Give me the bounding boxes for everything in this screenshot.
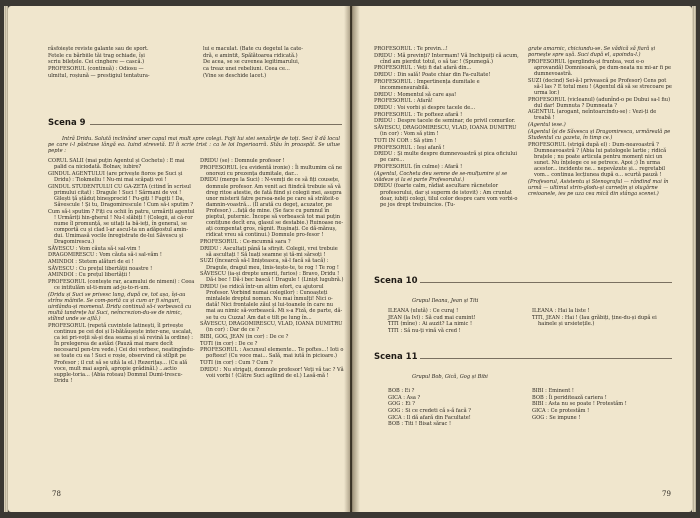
text-line: De acea, se se cuvenea legitimarului, [203,59,300,66]
dialogue-line: PROFESORUL : Veți fi dat afară din... [374,65,472,72]
dialogue-line: PROFESORUL (vicleanul) (adunînd-o pe Dubui sa-l fiu) dul dar! Dumnuta ? Dumneata ? [528,96,671,109]
dialogue-line: SĂVESCU : Cu prețul libertății noastre ! [48,265,153,272]
dialogue-line: GOG : Se impune ! [532,414,581,421]
stage-direction: grate amarnic, chiciundu-se. Se vădică să fiară și pornește spre ușă. Suci după el, apoindu-l.) [528,46,656,59]
page-number: 78 [52,490,61,498]
dialogue-line: PROFESORUL (repetă cuvintele latinești, îl privește continuu pe cei doi și li-bătăușește inter-une, uscalat, ca iei pri-voții să-și dea seama și să revină la ordine) : În prelegerea de astăzi (Pauză mai mare decît necesarul pen-tru vede.) Cei doi vorbesc, neatingîndu-se toate cu ea ! Suci e roșie, observind că stîlpit pe Profesor ; il cut să se uită la el.) Rezerițaș... (Cu ală voce, mult mai aspră, apropie grădinăl.) ...actio supple-toria... (Abia roteau) Domnul Dumi-trescu-Dridu ! [48,322,195,384]
dialogue-line: GICA : Ce protestăm ! [532,408,590,415]
dialogue-line: AGENTUL (arogant, neîntoarcindu-se) : Vezi-ți de treabă ! [528,109,657,122]
book-gutter [344,6,360,512]
dialogue-line: DRAGOMIRESCU : Vom căuta să-i sal-văm ! [48,252,162,259]
scene-rule [90,124,342,125]
left-page [8,6,350,512]
dialogue-line: ILEANA (ulută) : Ce curaj ! [388,308,459,314]
right-column-b [528,46,674,198]
dialogue-line: JEAN (la Ivl) : Să cud mai cumint! [388,314,476,321]
dialogue-line: PROFESORUL (cu evidentă ironie) : Îi multumim că ne onorezi cu prezența dumitale, dar... [200,164,343,177]
dialogue-line: SUZI (decind) Sei-ă-l privească pe Profesor) Cens pot să-l las ? E totul meu ! (Agentul dă să se strecoare pe urma lor.) [528,77,672,96]
dialogue-line: PROFESORUL (strigă după el) : Dum-neavoastră ? Dumneavoastră ? (Abia lui patologele lartie ; ridică brațele ; nu poate articula pentru moment nici un sunet. Nu înțelege ce se petrece. Apoi ;) În urma acestor... incidente ne... nepevăzute și... regretabil vom... continua lecțiunea după o... scurtă pauză ! [528,141,667,179]
dialogue-line: TITI (mîne) : Ai auzit? La nimic ! [388,321,473,328]
scene-11-intro: Grupul Bob, Gică, Gog și Bibi [412,374,488,380]
dialogue-line: DRIDU : Din sală! Poate chiar din Fa-cultate! [374,72,491,79]
text-line: (Vine se deschide lacet.) [203,72,267,79]
dialogue-line: PROFESORUL : Te previn...! [374,46,448,52]
text-line: lui e maculat. (Bate cu degetul la cate- [203,46,304,52]
dialogue-line: TITI : Să nu-ți vină vă cred ! [388,328,461,335]
scene-rule [420,358,672,359]
scene-10-left-column [388,308,518,335]
scene-10-intro: Grupul Ileana, Jean și Titi [412,298,479,304]
dialogue-line: SĂVESCU, DRAGOMIRESCU, VLAD, IOANA DUMITRU (in cor) : Vom să știm ! [374,125,517,138]
dialogue-line: BIBI : Asta nu se poate ! Protestăm ! [532,401,627,408]
dialogue-line: PROFESORUL : Ieși afară ! [374,144,445,151]
dialogue-line: SUZI (încearcă să-l linișteasca, să-l facă să tacă) : Dragule, dragul meu, linis-tește-te, te rog ! Te rog ! [200,258,339,271]
right-page [352,6,692,512]
scene-11-right-column [532,388,676,421]
dialogue-line: PROFESORUL (gerglindu-și fruntea, vezi e-o aprovandă) Domnisoară, pe dum-neata nu mi-ar fi pe dumnevoastră. [528,58,671,77]
stage-direction: (Dridu și Suci se privesc lung, după ce, tot așa, își-au strîns mâinile. Se com-portă ca și cum ar fi singuri, uirdându-și momenul. Dridu continuă să-i vorbească cu multă tandrețe lui Suci, neîncrezion-du-se de nimic, stîlind unde se află.) [48,291,192,323]
dialogue-line: GOG : Ei ? [388,401,415,408]
dialogue-line: PROFESORUL (în culme) : Afară ! [374,164,463,170]
left-top-block-a [48,46,198,79]
dialogue-line: DRIDU (se) : Domnule profesor ! [200,158,285,164]
dialogue-line: PROFESORUL : Te pofteez afară ! [374,111,463,118]
scene-9-title: Scena 9 [48,118,86,128]
dialogue-line: TITI, JEAN : Hai ! (Iau grăbiți, ține-du-și după ei hainele și ursietețile.) [532,314,657,327]
dialogue-line: PROFESORUL (contește rar, acamului de nimeni) : Ceea ce intitulăm ul-ti-mum ad-ju-to-ri-um. [48,279,195,292]
scene-10-title: Scena 10 [374,276,418,286]
scene-10-right-column [532,308,676,327]
dialogue-line: SĂVESCU, DRAGOMIRESCU, VLAD, IOANA DUMITRU (in cor) : Dar de ce ? [200,321,343,334]
scene-11-title: Scena 11 [374,352,418,362]
text-line: Fetele cu bărbiile tăi trag ochiade, își [48,52,145,59]
left-column-a [48,158,196,385]
dialogue-line: DRIDU (foarte calm, rădiat ascultare răcnetelor profesorului, dar și superm de istovit) : Am cruntat doar, iubiți colegi, tilul color despre care vom vorbi-o pe jos drept trebuincios. (Tu- [374,183,518,208]
dialogue-line: TOTI IN COR : Să știm ! [374,137,437,144]
page-number: 79 [662,490,671,498]
dialogue-line: DRIDU (merge la Suci) : N-vemți de ce să fiți cousețe, domnule profesor. Am venit aci fiindcă trebuie să vă dreg ritoe atestie, de fatâ fiind și colegii mei, asupra unor misterii fatre persoa-nele pe care să străteit-o damnin-voastră... (Îl arată cu degeț, acuzator, pe Profesor.) ...față de mine. (Se face cu pumnul în pieptul, puternic. Încope să vorbească tot mai puțin contițune decît era, glasul se destabie.) Ruinoase ne-ați compentat gros, râgnit. Rușinați. Ce dă-mănuș, ridicat vreu să continui.) Domnule pro-fesor ! [200,177,344,239]
dialogue-line: GOG : Si ce credeti că s-ă facă ? [388,408,472,415]
dialogue-line: AMINDOI : Stetem alături de ei ! [48,259,134,266]
dialogue-line: PROFESORUL : Ce-mcumnă sara ? [200,239,291,245]
dialogue-line: AMINDOI : Cu prețul libertății ! [48,272,131,279]
text-line: PROFESORUL (continuă) : Odiosu — [48,66,144,73]
dialogue-line: GICA : Asa ? [388,394,421,401]
dialogue-line: DRIDU : Ascultați până la sfirșit. Colegii, vrei trebuie să ascultați ! Să luați seamne și tă-mi sărsoți ! [200,245,338,258]
dialogue-line: GINDUL AGENTULUI (are privește fioros pe Suci și Dridu) : Tiokmeliu ! Nu-mi mai scăpați voi ! [48,170,183,183]
dialogue-line: BOB : Ei ? [388,388,415,394]
dialogue-line: DRIDU : Și multe despre dumnevoastră și pica oficiului pe care... [374,151,518,164]
dialogue-line: TOTI (in cor) : De ce ? [200,340,258,347]
stage-direction: (Agentul iese.) [528,122,566,129]
dialogue-line: BIBI, GOG, JEAN (in cor) : De ce ? [200,333,289,340]
text-line: dră, e amintit, Spălătoarea ridicată.) [203,52,298,59]
stage-direction: (Profesorul, Asistentu și Stenograful — rândind mai în urmă — ultimul strin-glodu-și carnețin și olugărne creioanele, ies pe uza cea mică din stânga scenei.) [528,178,669,197]
scene-9-intro: Intrã Dridu. Salută inclinând uner capul mai mult spre colegi. Fojii lui stei senzărije de toți. Seci îl dă locul pe care i-l păstrase lângă ea. Iuind strevetă. El îi scrie trist : ca le loi Ingerioarră. Stău în proaspăt. Se uitue pepte : [48,136,340,155]
dialogue-line: DRIDU (se ridică într-un altim efort, cu ajutorul Profesor. Vorbind numai colegilor) : Cunoașteți mintalele dreptul nomun. Nu mai înmulți! Nici o-dată! Nici frontalele zăul și lui-toanele în care nu mai au nimic să-vorbească. Mi s-a Fiză, de parte, dă-se tu cu Cuzza! Am dat e tilt pe lung în... [200,284,343,321]
text-line: ulmitul, roșiună — prestigiul tentatura- [48,72,150,79]
dialogue-line: DRIDU : Mă previnți? Intermam! Vă Inchipuiți că acum, cînd am pierdut totul, o să tac ! (Spumegă.) [374,52,519,65]
dialogue-line: DRIDU : Momentul să care așa! [374,91,457,98]
right-column-a [374,46,522,208]
dialogue-line: Cum să-i sputim ? Fiți cu ochii în patru, urmăriți agentul ! Urmăriți hin-gherul ! Nu-l slăbiți ! (Colegii, ai că-ror nume îl promunță, se uitați la bă-ieți, în general, se comportă cu și clad l-ar ascul-ta un adăpostul amin-dui. Umimasă vocile înregistrate de-lui Săvescu și Dragomirescu.) [48,208,195,245]
dialogue-line: DRIDU : Voi vorbi și despre tacele de... [374,105,476,111]
text-line: ca treaz unei rebeliuni. Ceea ce... [203,66,290,73]
dialogue-line: PROFESORUL : Impertinența dumitale e incommensurabilă. [374,78,480,91]
dialogue-line: BOB : Titi ! Bisat sărac ! [388,421,452,428]
dialogue-line: PROFESORUL : Ascunsul elemente... Te poftes...! Ioti o pofteez! (Cu voce mai... Sală, mai iută în picioare.) [200,347,344,360]
left-top-block-b [203,46,343,79]
text-line: răsfoiește reviste galante sau de sport. [48,46,149,52]
dialogue-line: DRIDU : Despre tacele de seminar, de privil comurilor. [374,118,516,125]
dialogue-line: TOTI (in cor) : Cum ? Cum ? [200,360,273,367]
right-page-edge [692,6,696,512]
text-line: scriu bilețele. Cei cinghere — cască.) [48,59,145,66]
dialogue-line: SĂVESCU (ia-și drepte umerii, furios) : Bravo, Dridu ! Dă-i bec ! Dă-i bec bască ! Dragule ! (Linișt lugubră.) [200,271,344,284]
dialogue-line: GICA : Il dă afară din Facultate! [388,414,471,421]
dialogue-line: DRIDU : Nu strigați, domnule profesor! Veți vă tac ? Vă voii vorbi ! (Către Suci agilind de el.) Lasă-mă ! [200,366,344,379]
dialogue-line: GINDUL STUDENTULUI CU GA-ZETA (citind în scrisul primului citat) : Dragule ! Suci ! Sărmani de voi ! Gilești ță ștăduț bineșprocid ! Fu-giți ! Fugiți ! Da, Săvescule ! Și tu, Dragomirescule ! Cum să-i sputim ? [48,183,194,208]
dialogue-line: SĂVESCU : Vom căuta să-i sal-vim ! [48,245,141,252]
dialogue-line: BIBI : Eminent ! [532,388,574,394]
dialogue-line: CORUL SALII (mai puțin Agentul și Cochetu) : E mai palid ca niciodată. Bolnav, iubire? [48,158,185,171]
dialogue-line: PROFESORUL : Afară! [374,98,433,105]
dialogue-line: BOB : Îi periditează cariera ! [532,394,607,401]
stage-direction: (Agentul, Cocheta deu semne de se-mulțumire și se viădeze și la ei parte Profesorului.) [374,170,508,183]
scene-rule [420,282,672,283]
dialogue-line: ILEANA : Hai la liste ! [532,308,590,314]
left-column-b [200,158,344,380]
scene-11-left-column [388,388,518,428]
stage-direction: (Agentul își de Săvescu și Dragomirescu, urmăreală pe Studentul cu gazeta, în timp ce.) [528,128,671,141]
